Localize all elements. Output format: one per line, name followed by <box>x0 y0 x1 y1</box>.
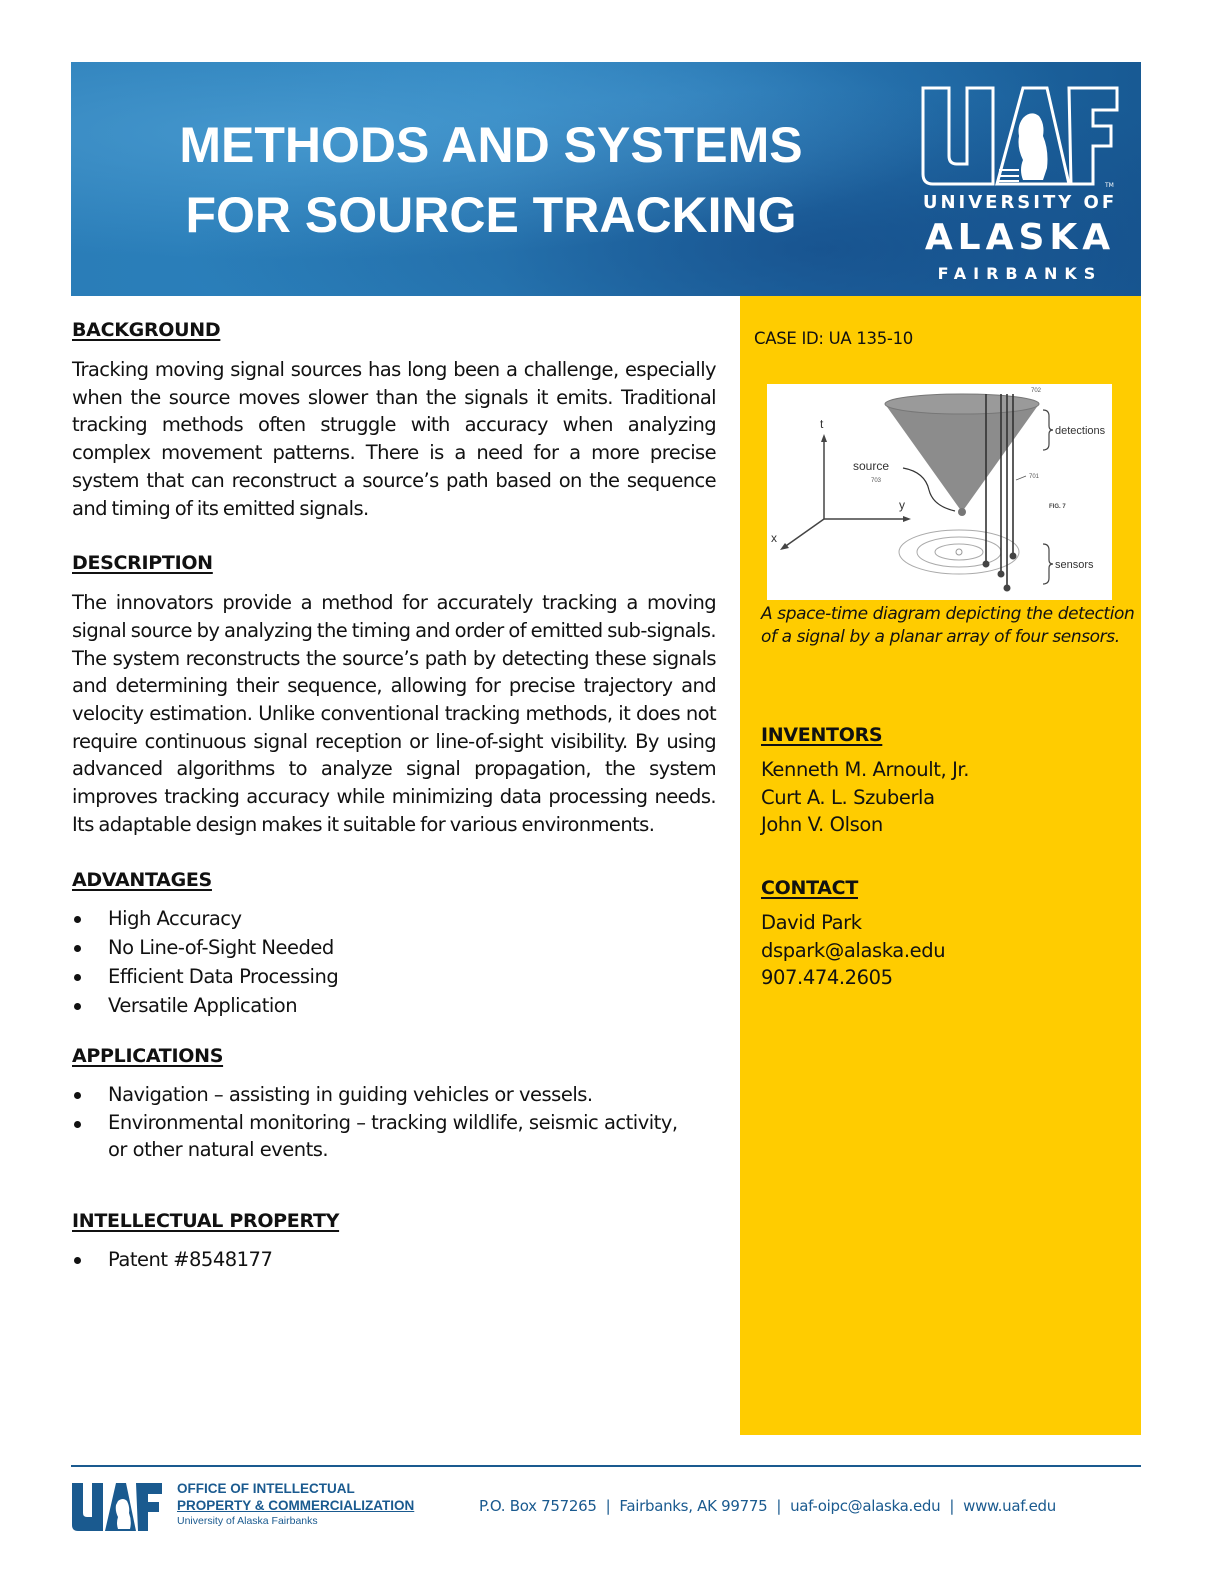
cone-top <box>885 394 1039 414</box>
contact-block <box>761 877 945 992</box>
sensors-brace-icon <box>1043 544 1053 584</box>
ref-702-label: 702 <box>1031 388 1042 394</box>
separator: | <box>949 1497 955 1515</box>
source-point-icon <box>958 508 966 516</box>
ref-701-label: 701 <box>1029 474 1040 480</box>
sensor-2-icon <box>998 571 1005 578</box>
figure-caption: A space-time diagram depicting the detection of a signal by a planar array of four sensors. <box>761 604 1135 647</box>
list-item: Versatile Application <box>72 991 716 1020</box>
source-label: source <box>853 459 890 473</box>
list-item: Navigation – assisting in guiding vehicles or vessels. <box>72 1080 686 1109</box>
source-projection-icon <box>956 549 962 555</box>
page-title <box>141 110 841 250</box>
footer-city: Fairbanks, AK 99775 <box>619 1497 768 1515</box>
source-number-label: 703 <box>871 478 882 484</box>
office-line-1: OFFICE OF INTELLECTUAL <box>177 1481 355 1496</box>
list-item: Patent #8548177 <box>72 1245 716 1274</box>
list-item: Environmental monitoring – tracking wildlife, seismic activity, or other natural events. <box>72 1109 686 1163</box>
sensor-4-icon <box>1010 553 1017 560</box>
footer-divider <box>71 1465 1141 1467</box>
t-axis-label: t <box>820 417 824 431</box>
background-text: Tracking moving signal sources has long been a challenge, especially when the source moves slower than the signals it emits. Traditional tracking methods often struggle with accuracy when analyzing complex movement patterns. There is a need for a more precise system that can reconstruct a source’s path based on the sequence and timing of its emitted signals. <box>72 358 716 520</box>
section-background <box>72 316 716 522</box>
figure-number-label: FIG. 7 <box>1049 504 1066 510</box>
applications-list <box>72 1080 716 1163</box>
inventors-block <box>761 724 969 839</box>
list-item: No Line-of-Sight Needed <box>72 933 716 962</box>
contact-heading: CONTACT <box>761 877 858 899</box>
separator: | <box>776 1497 782 1515</box>
diagram-figure <box>767 384 1112 600</box>
contact-details <box>761 909 945 992</box>
case-id: CASE ID: UA 135-10 <box>754 329 913 348</box>
footer-contact-info <box>479 1497 1056 1515</box>
signal-cone <box>885 404 1039 512</box>
logo-alaska: ALASKA <box>924 217 1116 258</box>
page-title-line-2: FOR SOURCE TRACKING <box>185 187 797 243</box>
list-item: Efficient Data Processing <box>72 962 716 991</box>
sensors-label: sensors <box>1055 559 1094 571</box>
y-axis-label: y <box>899 498 905 512</box>
advantages-list <box>72 904 716 1020</box>
contact-name: David Park <box>761 911 862 934</box>
uaf-polar-bear-logo-icon <box>919 84 1119 188</box>
bullet-icon <box>74 1092 81 1099</box>
footer-email-link[interactable]: uaf-oipc@alaska.edu <box>790 1497 941 1515</box>
inventor-name: Curt A. L. Szuberla <box>761 785 935 809</box>
header-banner <box>71 62 1141 296</box>
ip-heading: INTELLECTUAL PROPERTY <box>72 1209 340 1232</box>
bullet-icon <box>74 916 81 923</box>
section-intellectual-property <box>72 1207 716 1274</box>
separator: | <box>605 1497 611 1515</box>
ref-701-pointer <box>1016 476 1026 480</box>
description-heading: DESCRIPTION <box>72 552 213 575</box>
y-axis-arrow-icon <box>903 516 911 522</box>
office-line-3: University of Alaska Fairbanks <box>177 1515 318 1527</box>
x-axis-label: x <box>771 531 777 545</box>
uaf-logo <box>917 82 1123 287</box>
logo-university-of: UNIVERSITY OF <box>922 192 1118 213</box>
inventor-name: John V. Olson <box>761 813 883 836</box>
section-advantages <box>72 866 716 1020</box>
list-item: High Accuracy <box>72 904 716 933</box>
footer-website-link[interactable]: www.uaf.edu <box>963 1497 1056 1515</box>
background-heading: BACKGROUND <box>72 319 221 341</box>
main-content <box>72 316 716 1274</box>
contact-phone[interactable]: 907.474.2605 <box>761 966 893 989</box>
ip-list <box>72 1245 716 1274</box>
footer-po-box: P.O. Box 757265 <box>479 1497 597 1515</box>
trademark-mark: TM <box>1105 182 1114 188</box>
bullet-icon <box>74 945 81 952</box>
sensor-1-icon <box>983 561 990 568</box>
bullet-icon <box>74 1257 81 1264</box>
t-axis-arrow-icon <box>821 434 827 442</box>
inventors-list <box>761 756 969 839</box>
advantages-heading: ADVANTAGES <box>72 868 212 891</box>
inventor-name: Kenneth M. Arnoult, Jr. <box>761 758 970 781</box>
inventors-heading: INVENTORS <box>761 724 883 746</box>
office-line-2: PROPERTY & COMMERCIALIZATION <box>177 1498 415 1513</box>
office-name <box>177 1480 414 1528</box>
uaf-footer-logo-icon <box>72 1483 164 1531</box>
page-title-line-1: METHODS AND SYSTEMS <box>179 117 803 173</box>
description-text: The innovators provide a method for accurately tracking a moving signal source by analyzing the timing and order of emitted sub-signals. The system reconstructs the source’s path by detecting these signals and determining their sequence, allowing for precise trajectory and velocity estimation. Unlike conventional tracking methods, it does not require continuous signal reception or line-of-sight visibility. By using advanced algorithms to analyze signal propagation, the system improves tracking accuracy while minimizing data processing needs. Its adaptable design makes it suitable for various environments. <box>72 591 716 836</box>
bullet-icon <box>74 974 81 981</box>
detections-brace-icon <box>1043 410 1053 450</box>
applications-heading: APPLICATIONS <box>72 1044 224 1067</box>
sensor-3-icon <box>1004 585 1011 592</box>
section-applications <box>72 1042 716 1163</box>
logo-fairbanks: FAIRBANKS <box>937 264 1103 283</box>
contact-email-link[interactable]: dspark@alaska.edu <box>761 938 946 962</box>
space-time-diagram <box>767 384 1112 600</box>
detections-label: detections <box>1055 425 1106 437</box>
section-description <box>72 549 716 838</box>
bullet-icon <box>74 1121 81 1128</box>
sidebar <box>740 296 1141 1435</box>
bullet-icon <box>74 1003 81 1010</box>
